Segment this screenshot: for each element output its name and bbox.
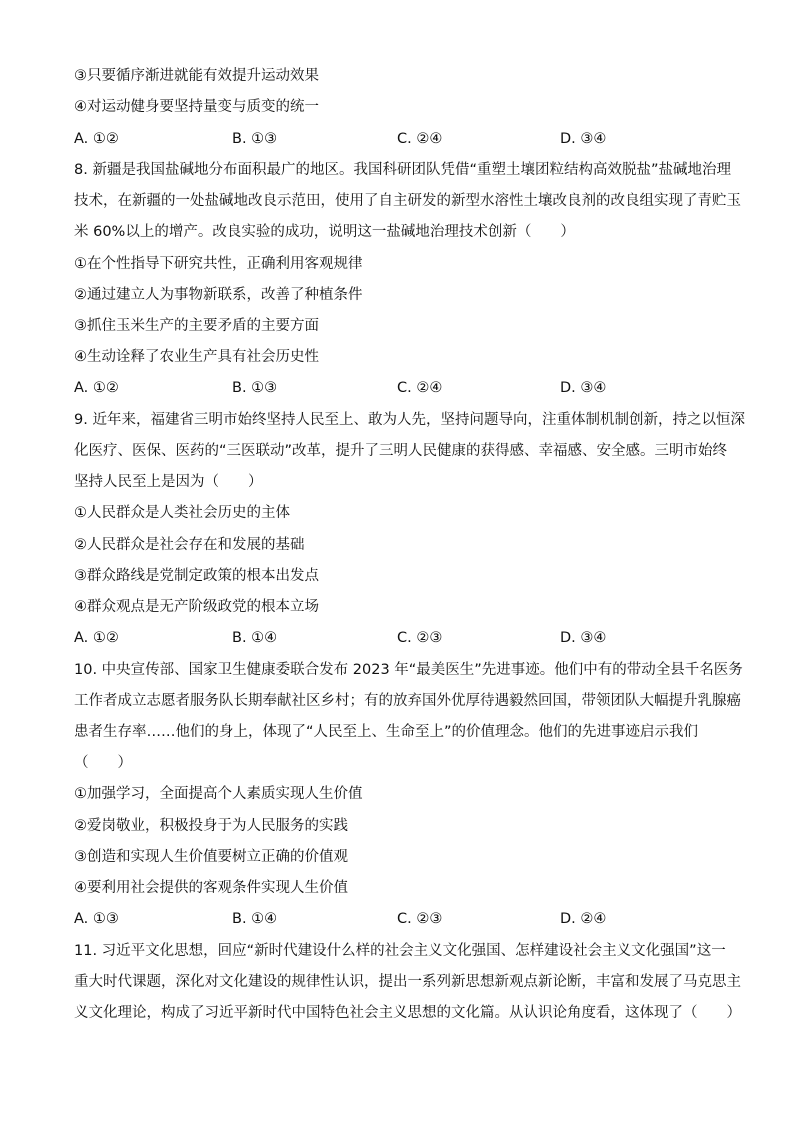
- q9-statement-1: ①人民群众是人类社会历史的主体: [74, 505, 290, 521]
- q8-statement-4: ④生动诠释了农业生产具有社会历史性: [74, 349, 319, 365]
- q9-options: [74, 628, 734, 648]
- option-a: A. ①③: [74, 911, 119, 927]
- q10-statement-3: ③创造和实现人生价值要树立正确的价值观: [74, 849, 348, 865]
- q8-statement-1: ①在个性指导下研究共性，正确利用客观规律: [74, 256, 363, 272]
- option-d: D. ③④: [560, 131, 607, 147]
- q11-stem-line3: 义文化理论，构成了习近平新时代中国特色社会主义思想的文化篇。从认识论角度看，这体现了（ ）: [74, 1005, 741, 1021]
- q10-statement-2: ②爱岗敬业，积极投身于为人民服务的实践: [74, 818, 348, 834]
- statement-4: ④对运动健身要坚持量变与质变的统一: [74, 99, 319, 115]
- q10-statement-1: ①加强学习，全面提高个人素质实现人生价值: [74, 786, 363, 802]
- q10-stem-line2: 工作者成立志愿者服务队长期奉献社区乡村；有的放弃国外优厚待遇毅然回国，带领团队大幅提升乳腺癌: [74, 693, 741, 709]
- q8-statement-2: ②通过建立人为事物新联系，改善了种植条件: [74, 287, 363, 303]
- q10-stem-line1: 10. 中央宣传部、国家卫生健康委联合发布 2023 年“最美医生”先进事迹。他们中有的带动全县千名医务: [74, 662, 743, 678]
- q8-statement-3: ③抓住玉米生产的主要矛盾的主要方面: [74, 318, 319, 334]
- q10-stem-line3: 患者生存率……他们的身上，体现了“人民至上、生命至上”的价值理念。他们的先进事迹启示我们: [74, 724, 699, 740]
- option-b: B. ①④: [232, 911, 278, 927]
- q10-stem-line4: （ ）: [74, 755, 132, 771]
- q11-stem-line2: 重大时代课题，深化对文化建设的规律性认识，提出一系列新思想新观点新论断，丰富和发展了马克思主: [74, 974, 741, 990]
- option-c: C. ②③: [397, 911, 443, 927]
- option-b: B. ①④: [232, 630, 278, 646]
- q9-stem-line2: 化医疗、医保、医药的“三医联动”改革，提升了三明人民健康的获得感、幸福感、安全感。三明市始终: [74, 443, 728, 459]
- option-b: B. ①③: [232, 380, 278, 396]
- q10-statement-4: ④要利用社会提供的客观条件实现人生价值: [74, 880, 348, 896]
- option-d: D. ③④: [560, 380, 607, 396]
- q8-stem-line2: 技术，在新疆的一处盐碱地改良示范田，使用了自主研发的新型水溶性土壤改良剂的改良组实现了青贮玉: [74, 193, 741, 209]
- q8-stem-line3: 米 60%以上的增产。改良实验的成功，说明这一盐碱地治理技术创新（ ）: [74, 224, 575, 240]
- q11-stem-line1: 11. 习近平文化思想，回应“新时代建设什么样的社会主义文化强国、怎样建设社会主义文化强国”这一: [74, 943, 726, 959]
- option-c: C. ②③: [397, 630, 443, 646]
- statement-3: ③只要循序渐进就能有效提升运动效果: [74, 68, 319, 84]
- option-d: D. ②④: [560, 911, 607, 927]
- q8-stem-line1: 8. 新疆是我国盐碱地分布面积最广的地区。我国科研团队凭借“重塑土壤团粒结构高效脱盐”盐碱地治理: [74, 162, 731, 178]
- option-d: D. ③④: [560, 630, 607, 646]
- option-c: C. ②④: [397, 380, 443, 396]
- q8-options: [74, 378, 734, 398]
- option-a: A. ①②: [74, 131, 119, 147]
- option-a: A. ①②: [74, 380, 119, 396]
- option-a: A. ①②: [74, 630, 119, 646]
- option-c: C. ②④: [397, 131, 443, 147]
- q9-statement-2: ②人民群众是社会存在和发展的基础: [74, 537, 305, 553]
- q10-options: [74, 909, 734, 929]
- q9-stem-line1: 9. 近年来，福建省三明市始终坚持人民至上、敢为人先，坚持问题导向，注重体制机制创新，持之以恒深: [74, 412, 745, 428]
- q7-options: [74, 129, 734, 149]
- option-b: B. ①③: [232, 131, 278, 147]
- q9-stem-line3: 坚持人民至上是因为（ ）: [74, 474, 263, 490]
- q9-statement-4: ④群众观点是无产阶级政党的根本立场: [74, 599, 319, 615]
- q9-statement-3: ③群众路线是党制定政策的根本出发点: [74, 568, 319, 584]
